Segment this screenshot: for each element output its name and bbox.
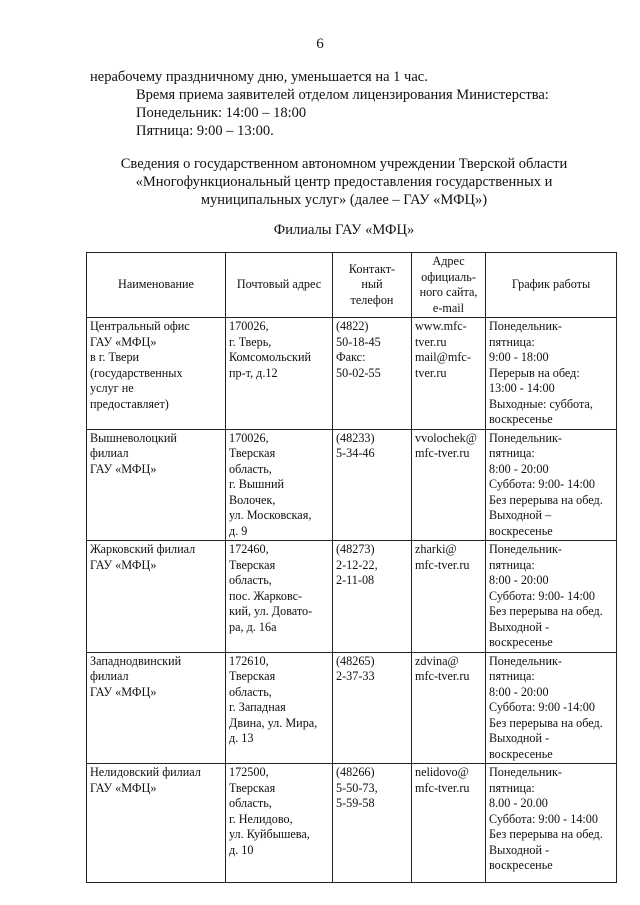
cell-website <box>412 541 486 653</box>
header-address: Почтовый адрес <box>226 253 333 318</box>
branches-table <box>86 252 617 883</box>
cell-name-line: филиал <box>90 669 129 683</box>
cell-website-line: nelidovo@ <box>415 765 469 779</box>
heading-line: Сведения о государственном автономном учреждении Тверской области <box>120 156 568 172</box>
table-row <box>87 429 617 541</box>
cell-address-line: д. 10 <box>229 842 254 857</box>
header-phone-line: телефон <box>350 292 394 307</box>
cell-hours-line: Без перерыва на обед. <box>489 715 603 730</box>
cell-hours-line: воскресенье <box>489 635 553 649</box>
cell-address-line: Тверская <box>229 446 276 460</box>
cell-phone-line: Факс: <box>336 350 366 364</box>
cell-address <box>226 429 333 541</box>
cell-phone-line: 5-34-46 <box>336 446 375 460</box>
cell-website-line: mfc-tver.ru <box>415 669 470 683</box>
cell-hours-line: Выходные: суббота, <box>489 396 593 411</box>
cell-address-line: область, <box>229 684 272 699</box>
header-website-line: официаль- <box>421 269 476 284</box>
cell-website <box>412 764 486 883</box>
cell-address-line: ра, д. 16а <box>229 619 277 634</box>
cell-website-line: tver.ru <box>415 334 447 349</box>
cell-address-line: Двина, ул. Мира, <box>229 715 318 730</box>
cell-name-line: услуг не <box>90 381 134 395</box>
heading-line: «Многофункциональный центр предоставления государственных и <box>135 174 553 190</box>
cell-hours <box>486 318 617 430</box>
cell-hours-line: Суббота: 9:00- 14:00 <box>489 477 595 491</box>
cell-phone-line: (48273) <box>336 542 375 556</box>
cell-address-line: 170026, <box>229 430 269 445</box>
cell-website-line: tver.ru <box>415 365 447 380</box>
cell-address-line: г. Тверь, <box>229 334 272 349</box>
cell-website-line: www.mfc- <box>415 319 467 333</box>
cell-address-line: область, <box>229 796 272 810</box>
cell-hours-line: Выходной - <box>489 619 550 634</box>
cell-hours <box>486 541 617 653</box>
cell-address-line: 170026, <box>229 319 269 333</box>
cell-hours-line: пятница: <box>489 780 535 795</box>
cell-hours-line: 8.00 - 20.00 <box>489 796 548 810</box>
intro-text <box>90 68 610 140</box>
cell-address-line: Волочек, <box>229 492 276 507</box>
cell-hours-line: 8:00 - 20:00 <box>489 573 549 587</box>
cell-address-line: пр-т, д.12 <box>229 365 278 380</box>
cell-website <box>412 318 486 430</box>
cell-address-line: г. Нелидово, <box>229 811 293 826</box>
cell-hours-line: Суббота: 9:00 -14:00 <box>489 700 595 714</box>
cell-hours-line: 9:00 - 18:00 <box>489 350 549 364</box>
header-website-line: e-mail <box>432 300 465 315</box>
heading-line: муниципальных услуг» (далее – ГАУ «МФЦ») <box>200 192 488 208</box>
cell-website-line: mail@mfc- <box>415 350 471 364</box>
cell-hours-line: пятница: <box>489 446 535 460</box>
cell-phone-line: 5-59-58 <box>336 796 375 810</box>
cell-phone-line: 50-18-45 <box>336 334 381 349</box>
cell-hours-line: Без перерыва на обед. <box>489 604 603 618</box>
cell-phone-line: 5-50-73, <box>336 780 378 795</box>
table-row <box>87 541 617 653</box>
cell-website-line: mfc-tver.ru <box>415 557 470 572</box>
page-number: 6 <box>316 36 324 52</box>
cell-address-line: Тверская <box>229 780 276 795</box>
table-header-row <box>87 253 617 318</box>
cell-name <box>87 318 226 430</box>
cell-address-line: кий, ул. Довато- <box>229 604 313 618</box>
cell-name <box>87 541 226 653</box>
cell-phone-line: (48265) <box>336 653 375 668</box>
cell-hours-line: Понедельник- <box>489 653 562 668</box>
cell-hours-line: Выходной - <box>489 842 550 857</box>
cell-hours-line: воскресенье <box>489 858 553 872</box>
table-row <box>87 764 617 883</box>
cell-hours-line: 13:00 - 14:00 <box>489 381 555 395</box>
cell-phone-line: 2-12-22, <box>336 557 378 572</box>
cell-website-line: vvolochek@ <box>415 430 477 445</box>
cell-website-line: zharki@ <box>415 542 457 556</box>
branches-title: Филиалы ГАУ «МФЦ» <box>273 222 415 238</box>
cell-hours-line: пятница: <box>489 669 535 683</box>
intro-line: Пятница: 9:00 – 13:00. <box>136 123 274 139</box>
cell-address-line: 172460, <box>229 542 269 556</box>
cell-name-line: ГАУ «МФЦ» <box>90 780 157 795</box>
cell-name <box>87 429 226 541</box>
cell-address-line: пос. Жарковс- <box>229 588 303 603</box>
cell-address-line: Тверская <box>229 669 276 683</box>
cell-hours-line: Выходной – <box>489 508 552 522</box>
cell-name-line: ГАУ «МФЦ» <box>90 334 157 349</box>
cell-phone <box>333 764 412 883</box>
cell-name-line: Центральный офис <box>90 319 190 333</box>
cell-hours-line: 8:00 - 20:00 <box>489 461 549 476</box>
header-phone <box>333 253 412 318</box>
cell-name-line: в г. Твери <box>90 350 140 364</box>
cell-website-line: zdvina@ <box>415 653 459 668</box>
cell-name-line: Вышневолоцкий <box>90 430 177 445</box>
cell-address-line: д. 9 <box>229 523 248 538</box>
cell-name-line: филиал <box>90 446 129 460</box>
cell-hours-line: Понедельник- <box>489 542 562 556</box>
cell-website <box>412 652 486 764</box>
cell-hours-line: воскресенье <box>489 412 553 426</box>
cell-phone <box>333 652 412 764</box>
cell-name-line: ГАУ «МФЦ» <box>90 684 157 699</box>
cell-hours <box>486 652 617 764</box>
cell-name <box>87 764 226 883</box>
table-row <box>87 652 617 764</box>
cell-hours-line: Перерыв на обед: <box>489 365 580 380</box>
cell-name-line: Жарковский филиал <box>90 542 196 556</box>
cell-address-line: область, <box>229 573 272 587</box>
header-website <box>412 253 486 318</box>
cell-address-line: г. Вышний <box>229 477 284 491</box>
cell-name-line: (государственных <box>90 365 183 380</box>
header-name: Наименование <box>87 253 226 318</box>
cell-phone-line: (4822) <box>336 319 369 333</box>
cell-address-line: область, <box>229 461 272 476</box>
cell-phone-line: 2-37-33 <box>336 669 375 683</box>
cell-name <box>87 652 226 764</box>
cell-hours-line: Суббота: 9:00- 14:00 <box>489 588 595 603</box>
cell-hours-line: Понедельник- <box>489 430 562 445</box>
cell-phone <box>333 541 412 653</box>
cell-website <box>412 429 486 541</box>
cell-address-line: 172610, <box>229 653 269 668</box>
cell-hours-line: 8:00 - 20:00 <box>489 684 549 699</box>
cell-phone-line: (48233) <box>336 430 375 445</box>
cell-phone <box>333 318 412 430</box>
cell-name-line: Нелидовский филиал <box>90 765 201 779</box>
header-phone-line: Контакт- <box>348 261 396 276</box>
cell-hours-line: Без перерыва на обед. <box>489 492 603 507</box>
section-heading <box>0 155 640 209</box>
cell-address-line: г. Западная <box>229 700 286 714</box>
cell-hours-line: воскресенье <box>489 523 553 538</box>
cell-phone-line: 50-02-55 <box>336 365 381 380</box>
cell-address <box>226 764 333 883</box>
cell-hours-line: Понедельник- <box>489 319 562 333</box>
cell-address <box>226 652 333 764</box>
cell-address-line: 172500, <box>229 765 269 779</box>
table-row <box>87 318 617 430</box>
header-phone-line: ный <box>361 277 383 292</box>
cell-address-line: Тверская <box>229 557 276 572</box>
header-website-line: ного сайта, <box>419 285 478 299</box>
cell-address-line: ул. Московская, <box>229 508 312 522</box>
header-hours: График работы <box>486 253 617 318</box>
cell-name-line: ГАУ «МФЦ» <box>90 461 157 476</box>
cell-hours-line: Понедельник- <box>489 765 562 779</box>
intro-line: нерабочему праздничному дню, уменьшается на 1 час. <box>90 69 428 85</box>
cell-address-line: Комсомольский <box>229 350 312 364</box>
intro-line: Понедельник: 14:00 – 18:00 <box>136 105 307 121</box>
cell-phone-line: 2-11-08 <box>336 573 375 587</box>
cell-website-line: mfc-tver.ru <box>415 446 470 460</box>
cell-hours <box>486 429 617 541</box>
cell-hours-line: воскресенье <box>489 746 553 761</box>
cell-hours <box>486 764 617 883</box>
header-website-line: Адрес <box>432 254 465 268</box>
cell-address <box>226 318 333 430</box>
cell-phone-line: (48266) <box>336 765 375 779</box>
cell-website-line: mfc-tver.ru <box>415 780 470 795</box>
cell-hours-line: пятница: <box>489 334 535 349</box>
cell-address-line: д. 13 <box>229 731 254 745</box>
cell-hours-line: Суббота: 9:00 - 14:00 <box>489 811 598 826</box>
cell-phone <box>333 429 412 541</box>
cell-hours-line: Без перерыва на обед. <box>489 827 603 841</box>
cell-name-line: Западнодвинский <box>90 653 182 668</box>
cell-hours-line: Выходной - <box>489 731 550 745</box>
cell-address <box>226 541 333 653</box>
cell-name-line: предоставляет) <box>90 396 169 411</box>
cell-name-line: ГАУ «МФЦ» <box>90 557 157 572</box>
cell-address-line: ул. Куйбышева, <box>229 827 310 841</box>
cell-hours-line: пятница: <box>489 557 535 572</box>
intro-line: Время приема заявителей отделом лицензирования Министерства: <box>136 87 549 103</box>
